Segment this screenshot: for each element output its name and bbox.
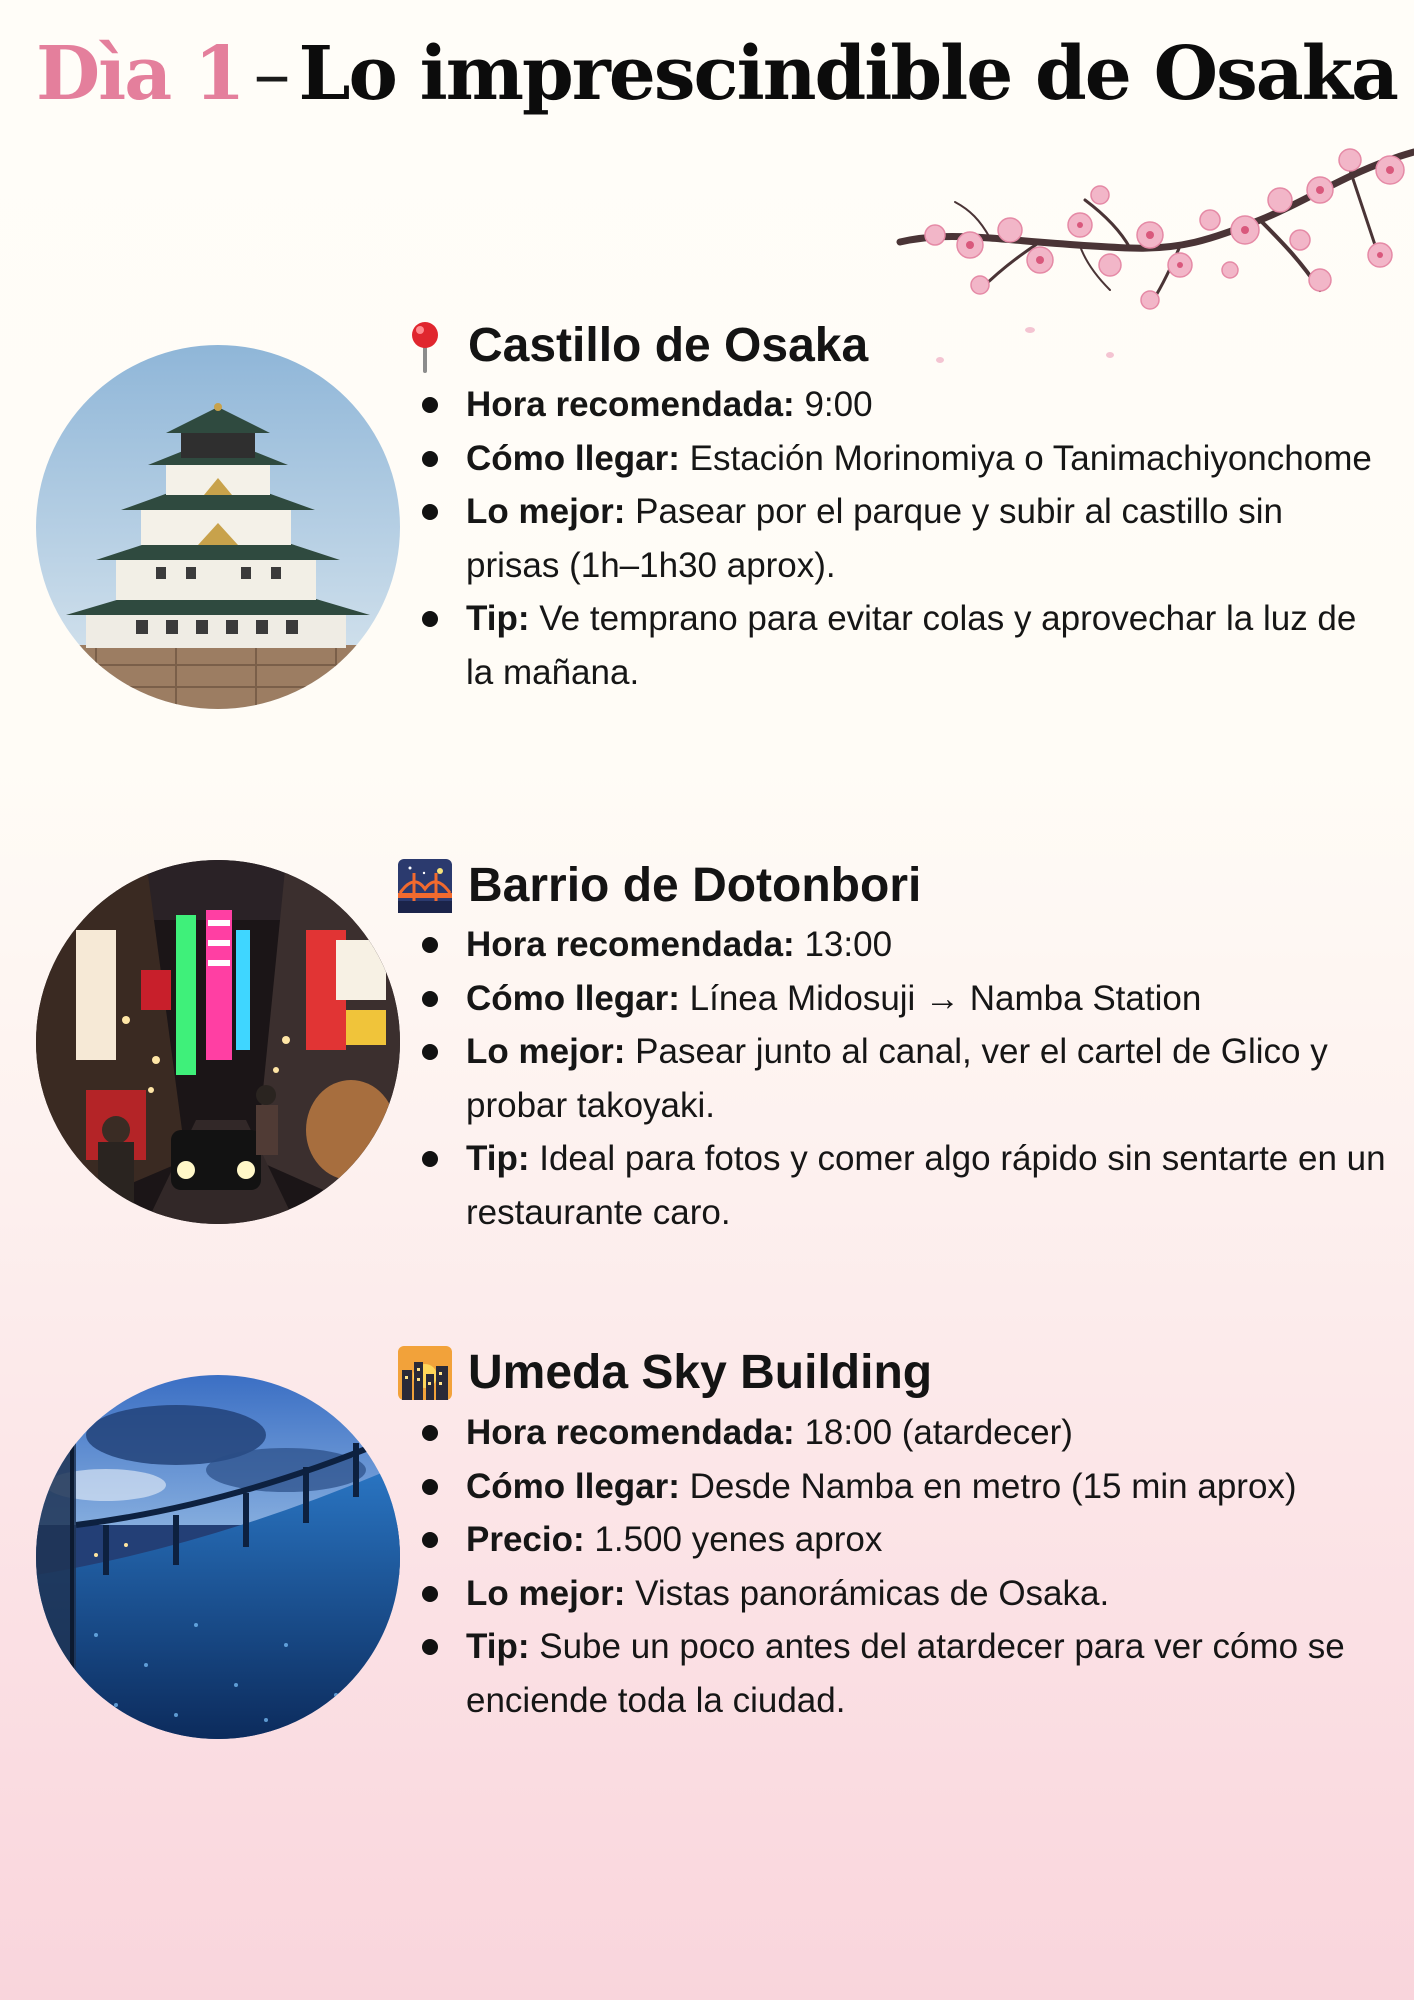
item-text: 18:00 (atardecer) [794,1413,1073,1452]
list-item [466,432,1386,486]
item-text: Ideal para fotos y comer algo rápido sin sentarte en un restaurante caro. [466,1139,1386,1232]
list-item [466,485,1386,592]
list-item [466,1513,1386,1567]
section-title-text: Umeda Sky Building [468,1346,933,1399]
list-item [466,918,1386,972]
item-text: Sube un poco antes del atardecer para ver cómo se enciende toda la ciudad. [466,1627,1345,1720]
title-main: Lo imprescindible de Osaka [298,31,1397,117]
item-text: Estación Morinomiya o Tanimachiyonchome [679,438,1372,478]
list-item [466,1025,1386,1132]
item-label: Lo mejor: [466,1573,626,1613]
item-label: Lo mejor: [466,492,626,531]
umeda-sky-observatory-photo [36,1375,400,1739]
title-dash: – [253,31,289,117]
item-label: Tip: [466,1627,530,1666]
bridge-at-night-icon [398,859,452,913]
item-text: 13:00 [794,925,893,964]
detail-list [466,378,1386,699]
city-sunset-icon [398,1346,452,1400]
section-title [398,1345,932,1401]
item-text: Pasear por el parque y subir al castillo sin prisas (1h–1h30 aprox). [466,492,1284,585]
item-label: Cómo llegar: [466,438,680,478]
list-item [466,378,1386,432]
title-day: Dìa 1 [36,31,244,117]
item-text: Pasear junto al canal, ver el cartel de Glico y probar takoyaki. [466,1032,1328,1125]
item-label: Lo mejor: [466,1032,626,1071]
item-label: Cómo llegar: [466,1466,680,1506]
section-title-text: Barrio de Dotonbori [468,859,922,912]
section-title [398,318,868,374]
item-text: 1.500 yenes aprox [584,1520,883,1559]
detail-list [466,918,1386,1239]
item-text: Línea Midosuji → Namba Station [679,978,1202,1018]
item-label: Tip: [466,1139,530,1178]
list-item [466,1620,1386,1727]
item-label: Cómo llegar: [466,978,680,1018]
item-label: Tip: [466,599,530,638]
list-item [466,1406,1386,1460]
list-item [466,1460,1386,1514]
list-item [466,592,1386,699]
list-item [466,972,1386,1026]
detail-list [466,1406,1386,1727]
section-title-text: Castillo de Osaka [468,319,869,372]
item-text: 9:00 [794,385,873,424]
item-label: Precio: [466,1520,585,1559]
section-title [398,858,921,914]
item-label: Hora recomendada: [466,1413,795,1452]
page-title [36,31,1397,117]
dotonbori-street-photo [36,860,400,1224]
osaka-castle-photo [36,345,400,709]
list-item [466,1567,1386,1621]
item-label: Hora recomendada: [466,385,795,424]
item-text: Ve temprano para evitar colas y aprovechar la luz de la mañana. [466,599,1357,692]
item-text: Desde Namba en metro (15 min aprox) [679,1466,1297,1506]
round-pushpin-icon [398,319,452,373]
list-item [466,1132,1386,1239]
item-text: Vistas panorámicas de Osaka. [625,1573,1110,1613]
cherry-blossom-branch-icon [880,130,1414,400]
item-label: Hora recomendada: [466,925,795,964]
